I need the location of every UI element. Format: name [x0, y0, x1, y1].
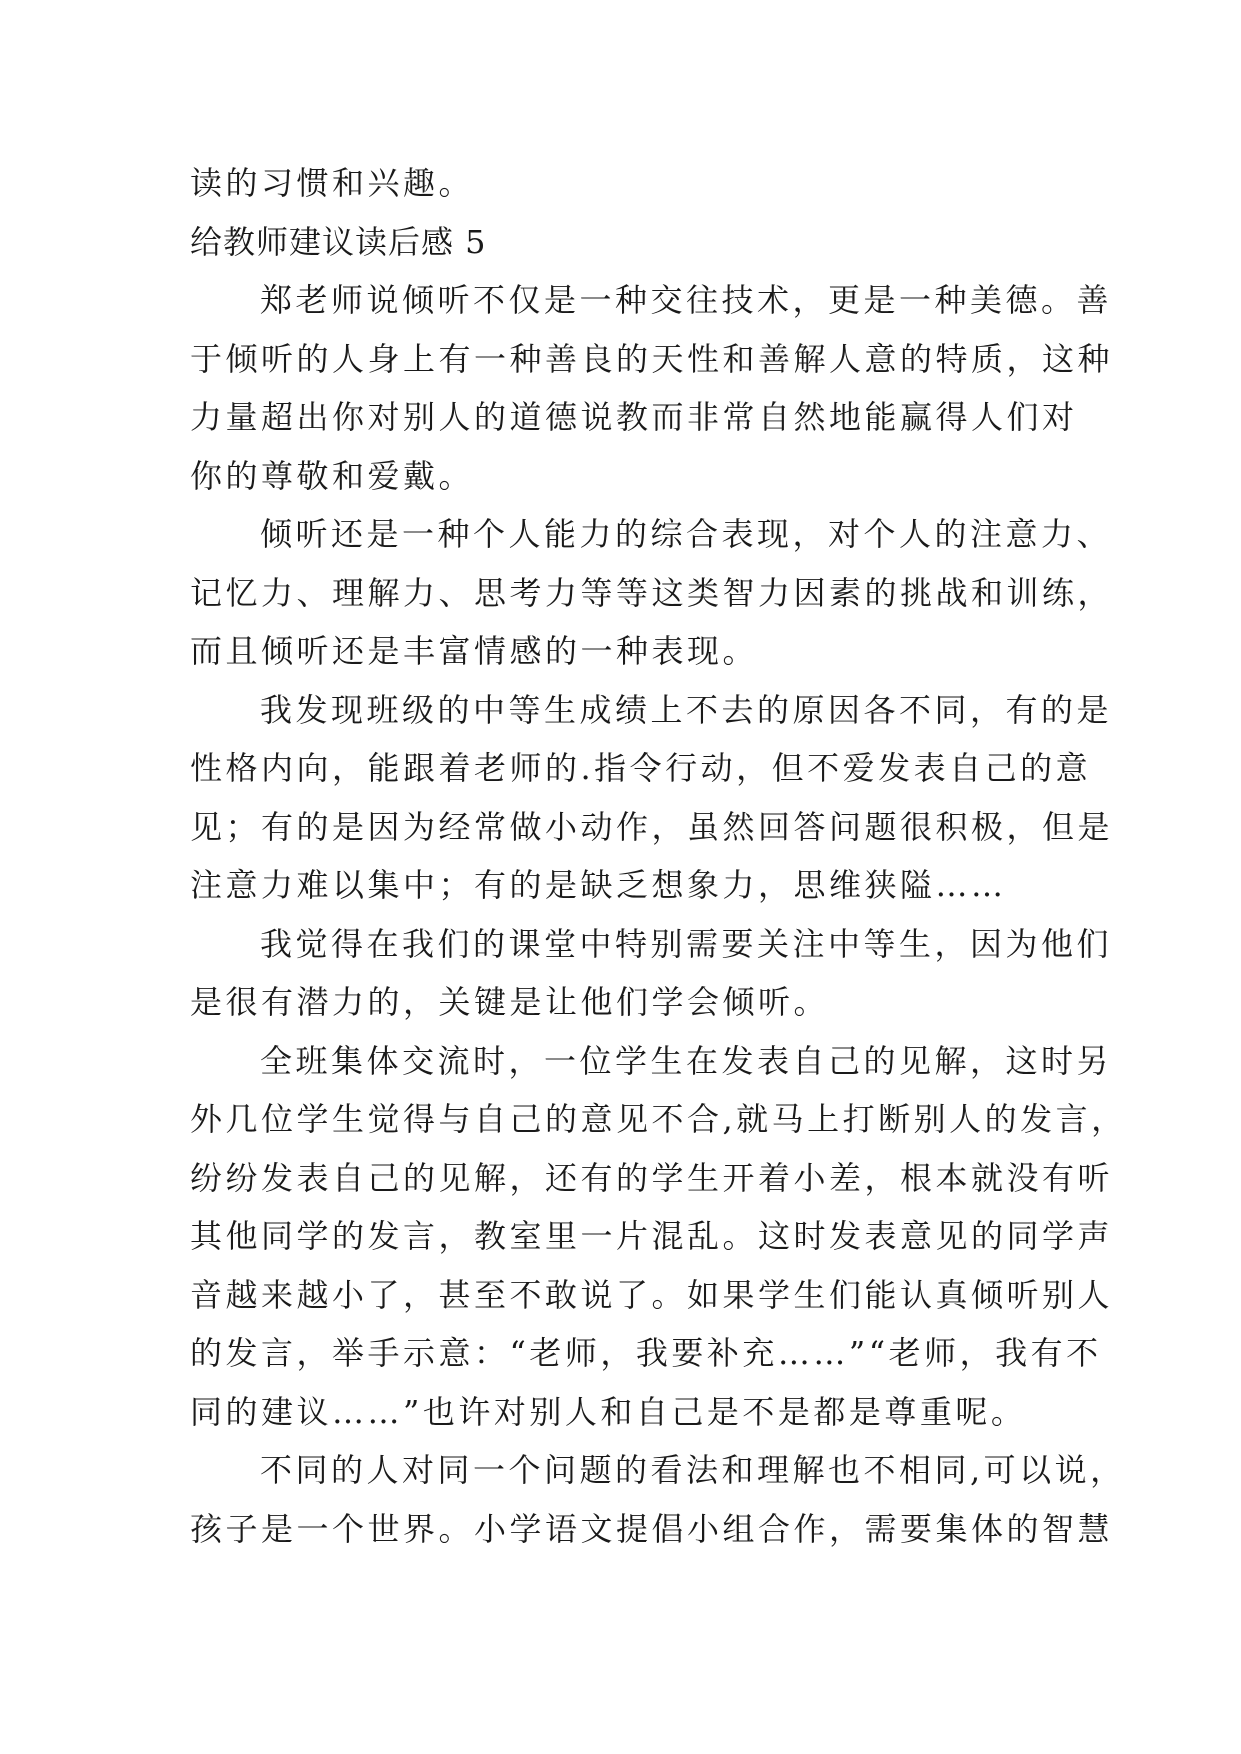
text-line: 其他同学的发言，教室里一片混乱。这时发表意见的同学声: [190, 1217, 1114, 1255]
text-line: 音越来越小了，甚至不敢说了。如果学生们能认真倾听别人: [190, 1275, 1114, 1314]
text-line: 记忆力、理解力、思考力等等这类智力因素的挑战和训练，: [190, 573, 1114, 612]
text-line: 读的习惯和兴趣。: [190, 164, 475, 202]
text-line: 的发言，举手示意：“老师，我要补充……”“老师，我有不: [190, 1334, 1102, 1372]
text-line: 是很有潜力的，关键是让他们学会倾听。: [190, 983, 830, 1021]
text-line: 外几位学生觉得与自己的意见不合,就马上打断别人的发言，: [190, 1100, 1127, 1138]
text-line: 性格内向，能跟着老师的.指令行动，但不爱发表自己的意: [190, 749, 1092, 787]
paragraph-first-line: 不同的人对同一个问题的看法和理解也不相同,可以说，: [260, 1451, 1126, 1489]
text-line: 于倾听的人身上有一种善良的天性和善解人意的特质，这种: [190, 339, 1114, 378]
text-line: 见；有的是因为经常做小动作，虽然回答问题很积极，但是: [190, 807, 1114, 846]
document-body: [190, 154, 1127, 1558]
paragraph-first-line: 郑老师说倾听不仅是一种交往技术，更是一种美德。善: [260, 281, 1113, 319]
paragraph-first-line: 全班集体交流时，一位学生在发表自己的见解，这时另: [260, 1041, 1113, 1080]
paragraph-first-line: 倾听还是一种个人能力的综合表现，对个人的注意力、: [260, 515, 1113, 553]
paragraph-first-line: 我发现班级的中等生成绩上不去的原因各不同，有的是: [260, 690, 1113, 729]
paragraph-first-line: 我觉得在我们的课堂中特别需要关注中等生，因为他们: [260, 924, 1113, 963]
text-line: 你的尊敬和爱戴。: [190, 456, 475, 495]
text-line: 纷纷发表自己的见解，还有的学生开着小差，根本就没有听: [190, 1158, 1114, 1197]
text-line: 孩子是一个世界。小学语文提倡小组合作，需要集体的智慧: [190, 1509, 1114, 1548]
section-heading: 给教师建议读后感 5: [190, 222, 487, 261]
text-line: 同的建议……”也许对别人和自己是不是都是尊重呢。: [190, 1392, 1027, 1431]
text-line: 而且倾听还是丰富情感的一种表现。: [190, 632, 759, 670]
text-line: 力量超出你对别人的道德说教而非常自然地能赢得人们对: [190, 398, 1078, 436]
text-line: 注意力难以集中；有的是缺乏想象力，思维狭隘……: [190, 866, 1007, 904]
